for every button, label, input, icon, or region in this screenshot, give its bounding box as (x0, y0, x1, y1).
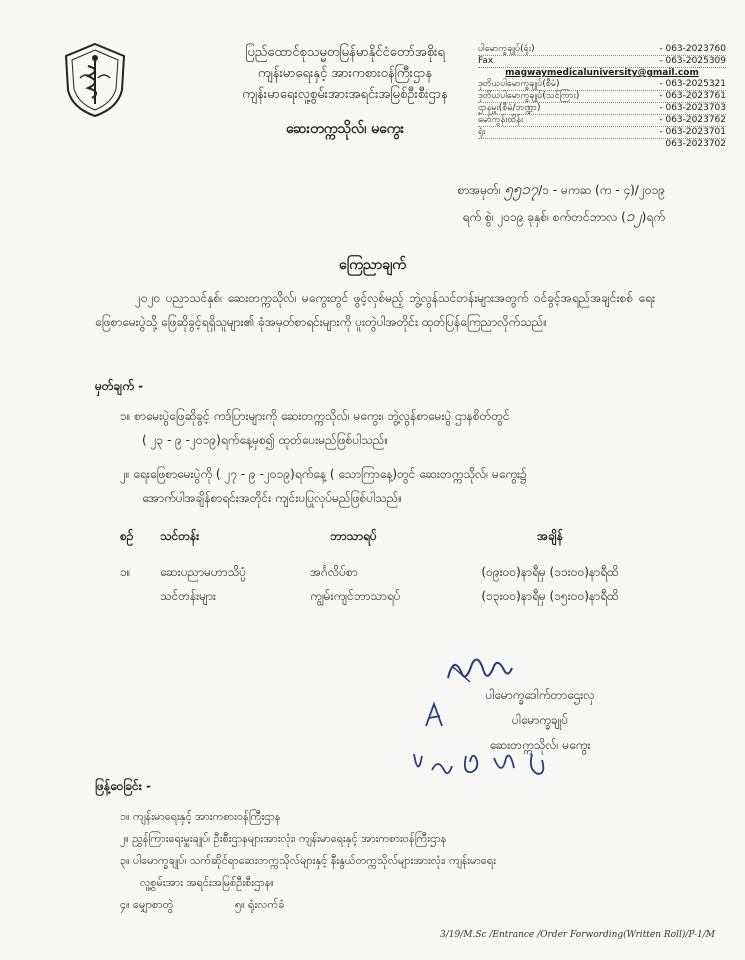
letterhead (200, 42, 490, 140)
distribution-item: ၅။ ရုံးလက်ခံ (235, 898, 285, 911)
distribution-heading: ဖြန့်ဝေခြင်း - (95, 779, 151, 793)
handwritten-scribble (410, 748, 560, 782)
contact-row: ပါမောက္ခချုပ်(ရုံး) - 063-2023760 (478, 44, 726, 54)
signatory-block (440, 683, 640, 758)
university-emblem-icon (62, 42, 128, 118)
email-link[interactable]: magwaymedicaluniversity@gmail.com (505, 68, 699, 78)
signatory-institution: ဆေးတက္ကသိုလ်၊ မကွေး (489, 738, 591, 752)
table-header: စဉ် သင်တန်း ဘာသာရပ် အချိန် (120, 529, 563, 543)
signature-mark (440, 648, 520, 688)
institution-title: ဆေးတက္ကသိုလ်၊ မကွေး (285, 121, 405, 137)
contact-row: မော်ကွန်းထိန်း - 063-2023762 (478, 115, 726, 125)
distribution-item-continuation: လူ့စွမ်းအား အရင်းအမြစ်ဦးစီးဌာန။ (140, 876, 274, 889)
contact-row: 063-2023702 (665, 139, 726, 149)
department-title: ကျန်းမာရေးလူ့စွမ်းအားအရင်းအမြစ်ဦးစီးဌာန (242, 87, 448, 102)
signatory-position: ပါမောက္ခချုပ် (511, 713, 569, 727)
distribution-item: ၃။ ပါမောက္ခချုပ်၊ သက်ဆိုင်ရာဆေးတက္ကသိုလ်များနှင့် နီးနွယ်တက္ကသိုလ်များအားလုံး၊ ကျန်းမာရေး (120, 854, 496, 867)
note-item: ၂။ ရေးဖြေစာမေးပွဲကို ( ၂၇ - ၉ -၂၀၁၉)ရက်နေ့ ( သောကြာနေ့)တွင် ဆေးတက္ကသိုလ်၊ မကွေး၌ (120, 467, 527, 481)
distribution-item: ၄။ မျှောစာတွဲ (120, 898, 174, 911)
ministry-title: ကျန်းမာရေးနှင့် အားကစားဝန်ကြီးဌာန (257, 66, 433, 81)
contact-row: ဌာနမှူး(စီမံ/ဘဏ္ဍာ) - 063-2023703 (478, 103, 726, 113)
notice-title: ကြေညာချက် (338, 257, 406, 273)
letter-number: စာအမှတ်၊ ၅၅၁၇/၁ - မကဆ (က - ၄)/၂၀၁၉ (457, 180, 665, 198)
notes-heading: မှတ်ချက် - (95, 379, 144, 393)
signatory-name: ပါမောက္ခဒေါက်တာဌေးလှ (485, 688, 595, 702)
note-item-continuation: အောက်ပါအချိန်စာရင်းအတိုင်း ကျင်းပပြုလုပ်မည်ဖြစ်ပါသည်။ (142, 491, 402, 505)
note-item: ၁။ စာမေးပွဲဖြေဆိုခွင့် ကဒ်ပြားများကို ဆေးတက္ကသိုလ်၊ မကွေး၊ ဘွဲ့လွန်စာမေးပွဲ ဌာနစိတ်တွင် (120, 409, 510, 423)
contact-row: Fax - 063-2025309 (478, 56, 726, 66)
reference-block (0, 176, 665, 230)
table-row: သင်တန်းများ ကျွမ်းကျင်ဘာသာရပ် (၁၃း၀၀)နာရီမှ (၁၅း၀၀)နာရီထိ (160, 589, 619, 603)
contact-block (478, 44, 726, 150)
contact-row: ဒုတိယပါမောက္ခချုပ်(စီမံ) - 063-2025321 (478, 79, 726, 89)
notice-body: ၂၀၂၀ ပညာသင်နှစ်၊ ဆေးတက္ကသိုလ်၊ မကွေးတွင် ဖွင့်လှစ်မည့် ဘွဲ့လွန်သင်တန်းများအတွက် ဝင်ခွင့်အရည်အချင်းစစ် ရေးဖြေစာမေးပွဲသို့ ဖြေဆိုခွင့်ရရှိသူများ၏ ခုံအမှတ်စာရင်းများကို ပူးတွဲပါအတိုင်း ထုတ်ပြန်ကြေညာလိုက်သည်။ (95, 291, 655, 329)
note-item-continuation: ( ၂၃ - ၉ -၂၀၁၉)ရက်နေ့မှစ၍ ထုတ်ပေးမည်ဖြစ်ပါသည်။ (142, 433, 389, 447)
letter-date: ရက် စွဲ၊ ၂၀၁၉ ခုနှစ်၊ စက်တင်ဘာလ (၁၂)ရက် (462, 207, 665, 225)
document-code: 3/19/M.Sc /Entrance /Order Forwording(Written Roll)/P-1/M (440, 930, 715, 940)
distribution-item: ၂။ ညွှန်ကြားရေးမှူးချုပ်၊ ဦးစီးဌာနများအားလုံး၊ ကျန်းမာရေးနှင့် အားကစားဝန်ကြီးဌာန (120, 832, 447, 845)
government-title: ပြည်ထောင်စုသမ္မတမြန်မာနိုင်ငံတော်အစိုးရ (245, 45, 445, 60)
contact-row: ရုံး - 063-2023701 (478, 127, 726, 137)
distribution-item: ၁။ ကျန်းမာရေးနှင့် အားကစားဝန်ကြီးဌာန (120, 810, 281, 823)
exam-schedule-table (120, 528, 640, 608)
contact-row: ဒုတိယပါမောက္ခချုပ်(သင်ကြား) - 063-2023761 (478, 91, 726, 101)
table-row: ၁။ ဆေးပညာမဟာသိပ္ပံ အင်္ဂလိပ်စာ (၀၉း၀၀)နာရီမှ (၁၁း၀၀)နာရီထိ (120, 565, 619, 579)
